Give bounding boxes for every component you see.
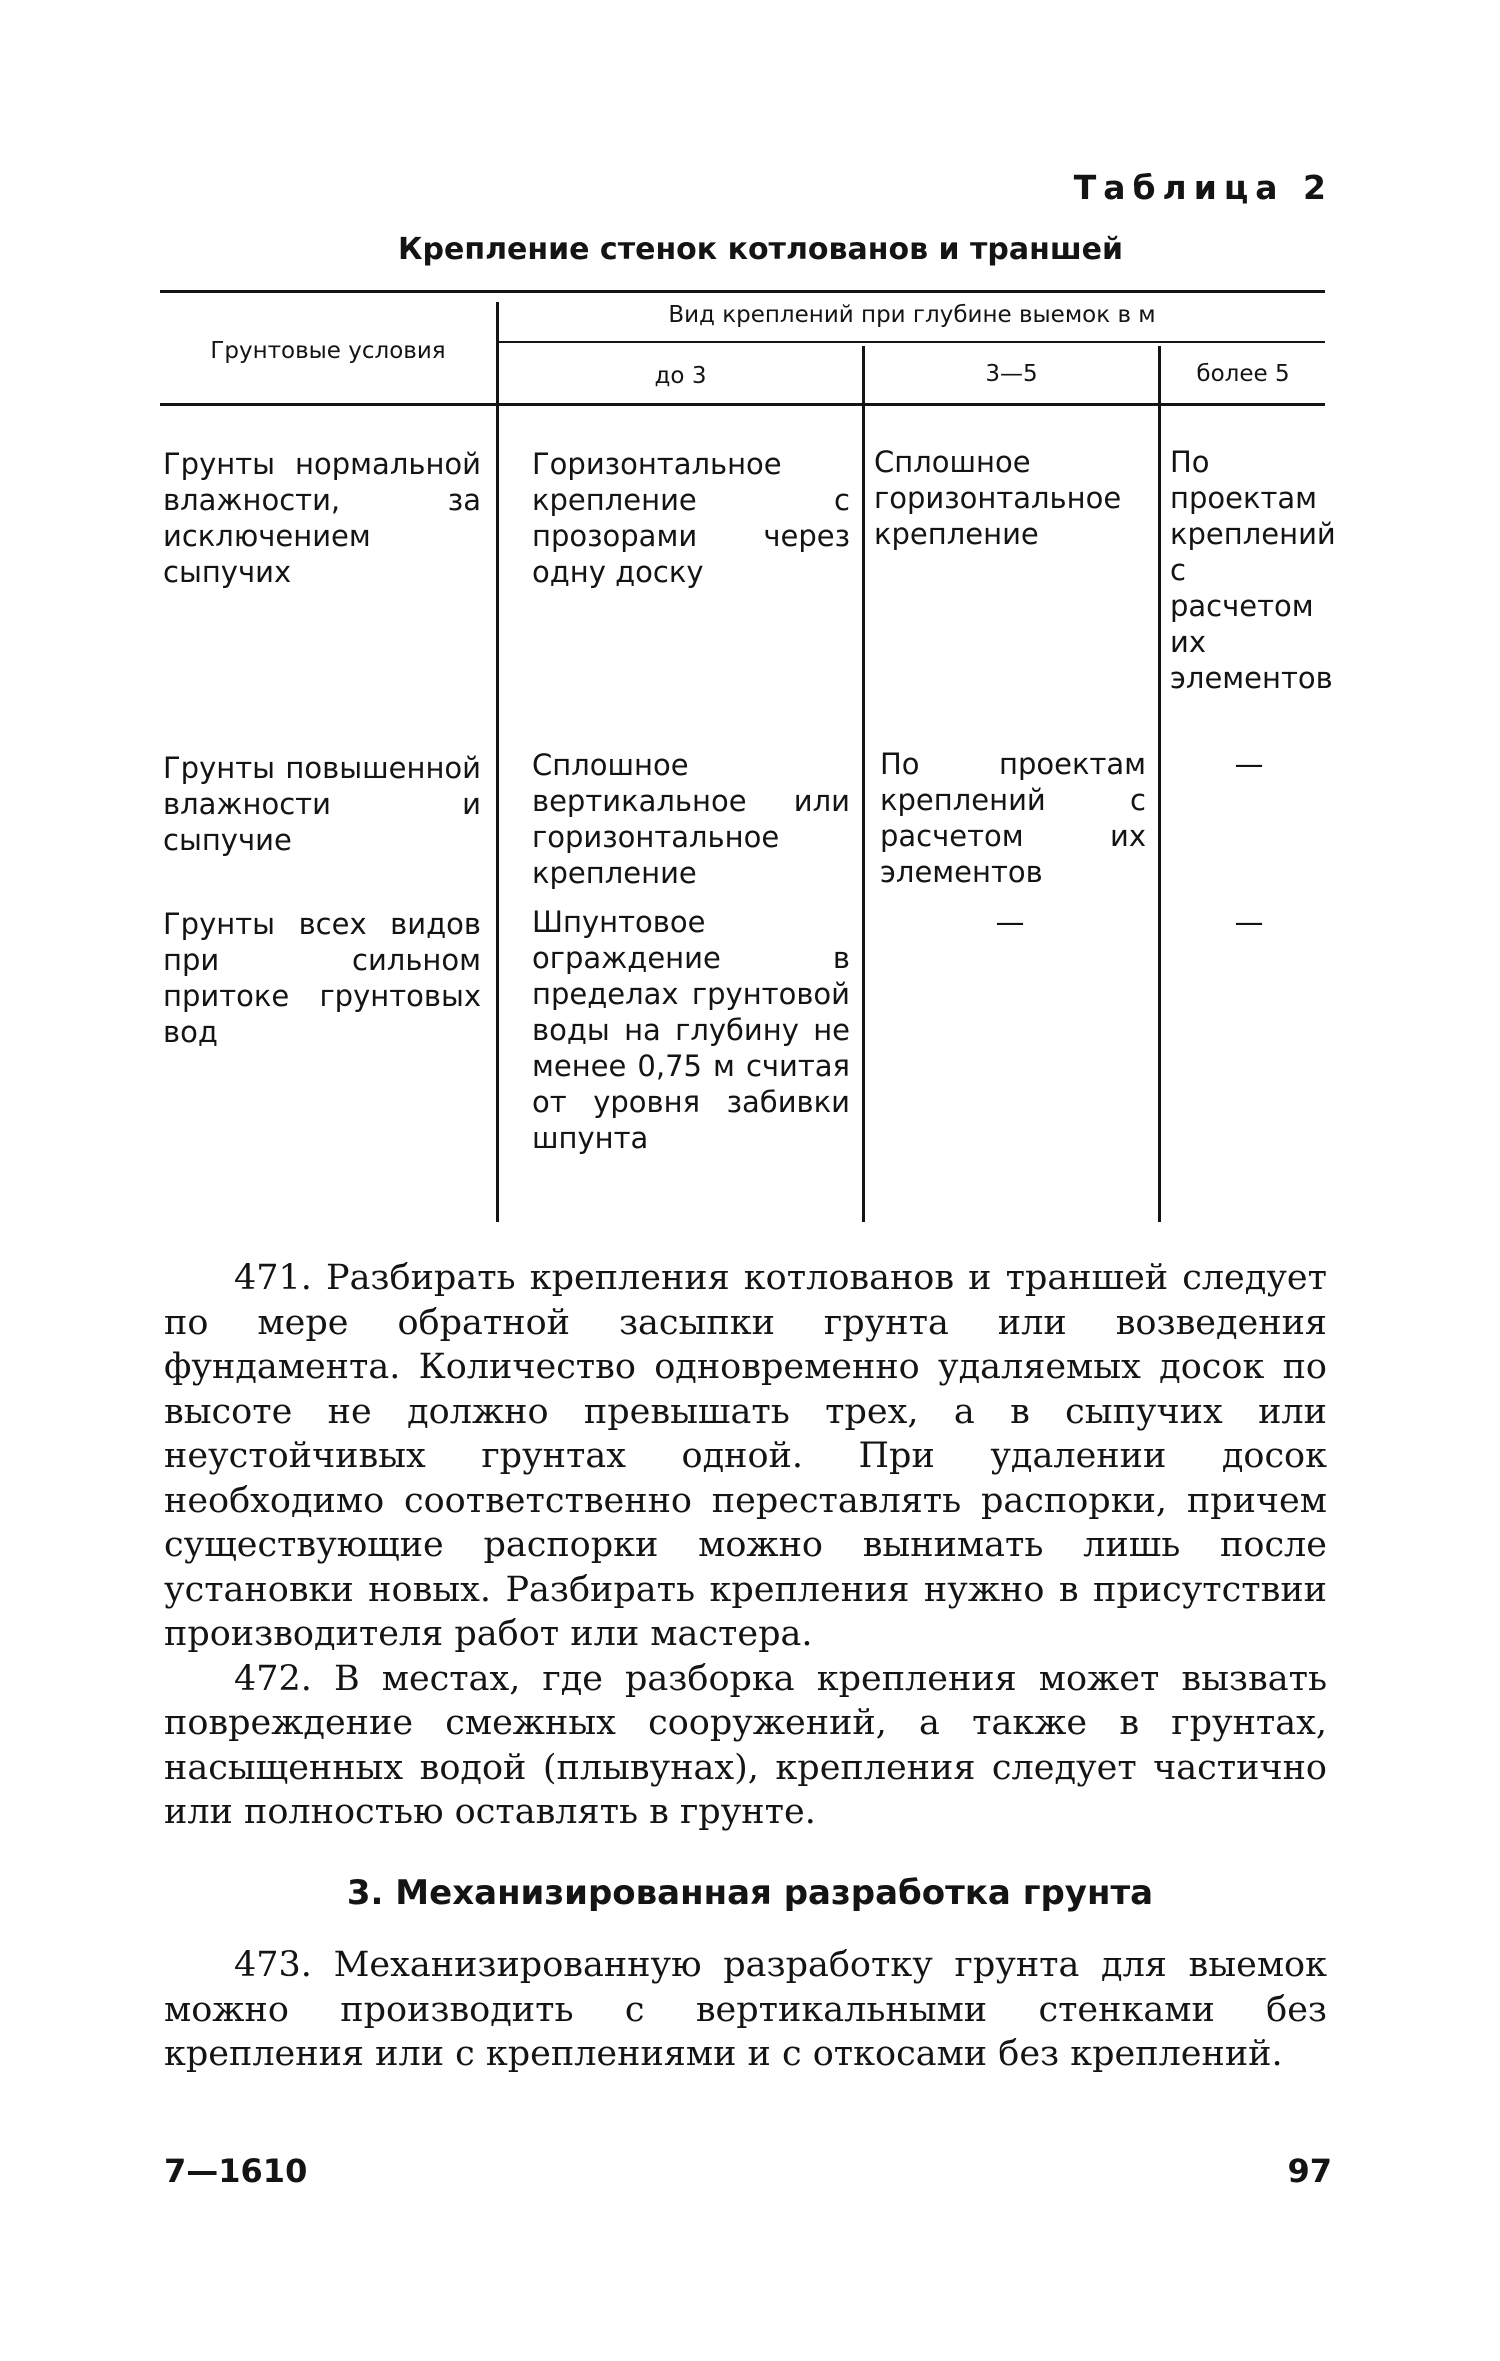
- header-depth-group: Вид креплений при глубине выемок в м: [668, 302, 1156, 328]
- paragraph-472: 472. В местах, где разборка крепления может вызвать повреждение смежных сооружений, а также в грунтах, насыщенных водой (плывунах), крепления следует частично или полностью оставлять в грунте.: [164, 1658, 1327, 1832]
- paragraph-471: 471. Разбирать крепления котлованов и траншей следует по мере обратной засыпки грунта или возведения фундамента. Количество одновременно удаляемых досок по высоте не должно превышать трех, а в сыпучих или неустойчивых грунтах одной. При удалении досок необходимо соответственно переставлять распорки, причем существующие распорки можно вынимать лишь после установки новых. Разбирать крепления нужно в присутствии производителя работ или мастера.: [164, 1258, 1327, 1654]
- table-top-rule: [160, 290, 1325, 293]
- table-divider-1: [496, 302, 499, 1222]
- paragraphs-471-472: [164, 1256, 1327, 1835]
- header-3-to-5: 3—5: [985, 361, 1038, 387]
- paragraph-473-block: [164, 1943, 1327, 2077]
- row3-3-to-5: —: [995, 905, 1025, 939]
- row2-upto-3: Сплошное вертикальное или горизонтальное крепление: [532, 748, 850, 890]
- table-header-bottom-rule: [160, 403, 1325, 406]
- paragraph-473: 473. Механизированную разработку грунта для выемок можно производить с вертикальными стенками без крепления или с креплениями и с откосами без креплений.: [164, 1945, 1327, 2074]
- row1-over-5: По проектам креплений с расчетом их элементов: [1170, 445, 1336, 695]
- header-soil-conditions: Грунтовые условия: [210, 338, 446, 364]
- row2-over-5: —: [1234, 747, 1264, 781]
- row2-3-to-5: По проектам креплений с расчетом их элементов: [880, 747, 1146, 889]
- header-over-5: более 5: [1196, 361, 1290, 387]
- table-title: Крепление стенок котлованов и траншей: [398, 232, 1124, 267]
- row1-upto-3: Горизонтальное крепление с прозорами через одну доску: [532, 447, 850, 589]
- row1-3-to-5: Сплошное горизонтальное крепление: [874, 445, 1122, 551]
- row3-over-5: —: [1234, 905, 1264, 939]
- section-heading: 3. Механизированная разработка грунта: [346, 1873, 1154, 1913]
- footer-code: 7—1610: [164, 2152, 308, 2190]
- table-header-subrule: [498, 341, 1325, 343]
- page-number: 97: [1287, 2152, 1332, 2190]
- row1-soil: Грунты нормальной влажности, за исключением сыпучих: [163, 447, 481, 589]
- table-label: Таблица 2: [1073, 168, 1333, 207]
- header-upto-3: до 3: [654, 363, 707, 389]
- row3-soil: Грунты всех видов при сильном притоке грунтовых вод: [163, 907, 481, 1049]
- row2-soil: Грунты повышенной влажности и сыпучие: [163, 751, 481, 857]
- row3-upto-3: Шпунтовое ограждение в пределах грунтовой воды на глубину не менее 0,75 м считая от уровня забивки шпунта: [532, 905, 850, 1155]
- table-divider-2: [862, 346, 865, 1222]
- table-divider-3: [1158, 346, 1161, 1222]
